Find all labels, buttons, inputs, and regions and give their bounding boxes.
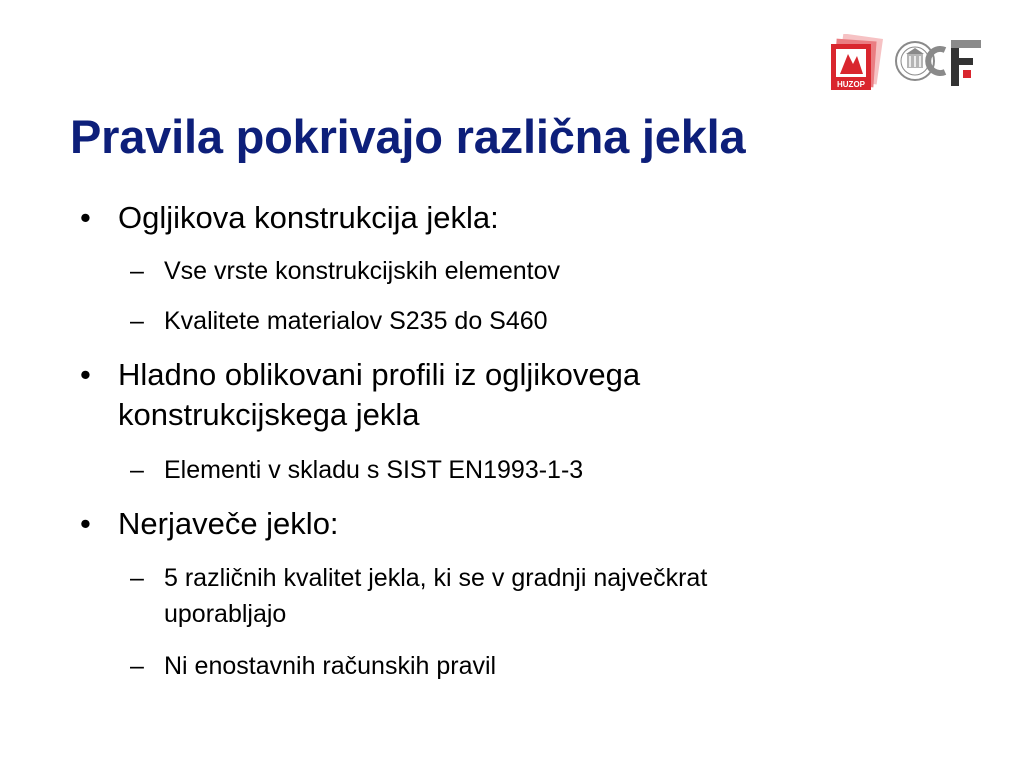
sub-bullet-text: Elementi v skladu s SIST EN1993-1-3 xyxy=(164,456,584,484)
bullet-mark: • xyxy=(80,357,91,392)
bullet-mark: • xyxy=(80,200,91,235)
bullet-mark: • xyxy=(80,506,91,541)
sub-bullet-text: Ni enostavnih računskih pravil xyxy=(164,652,497,680)
svg-text:HUZOP: HUZOP xyxy=(837,80,865,89)
sub-bullet-item xyxy=(130,253,930,289)
sub-bullet-item xyxy=(130,648,930,684)
sub-bullet-text-line1: 5 različnih kvalitet jekla, ki se v gradnji največkrat xyxy=(164,564,708,592)
sub-bullet-text: Vse vrste konstrukcijskih elementov xyxy=(164,257,560,285)
dash-mark: – xyxy=(130,307,144,335)
bullet-text: Ogljikova konstrukcija jekla: xyxy=(118,200,499,235)
bullet-item xyxy=(80,504,940,544)
bullet-text-line2: konstrukcijskega jekla xyxy=(118,397,420,432)
sub-bullet-text: Kvalitete materialov S235 do S460 xyxy=(164,307,548,335)
slide-title: Pravila pokrivajo različna jekla xyxy=(70,110,746,163)
dash-mark: – xyxy=(130,564,144,592)
sub-bullet-item xyxy=(130,303,930,339)
sub-bullet-text-line2: uporabljajo xyxy=(164,600,287,628)
bullet-text: Nerjaveče jeklo: xyxy=(118,506,339,541)
sub-bullet-item xyxy=(130,452,930,488)
bullet-item xyxy=(80,355,940,435)
bullet-text-line1: Hladno oblikovani profili iz ogljikovega xyxy=(118,357,641,392)
sub-bullet-item xyxy=(130,560,930,632)
dash-mark: – xyxy=(130,456,144,484)
dash-mark: – xyxy=(130,257,144,285)
dash-mark: – xyxy=(130,652,144,680)
bullet-item xyxy=(80,198,940,238)
